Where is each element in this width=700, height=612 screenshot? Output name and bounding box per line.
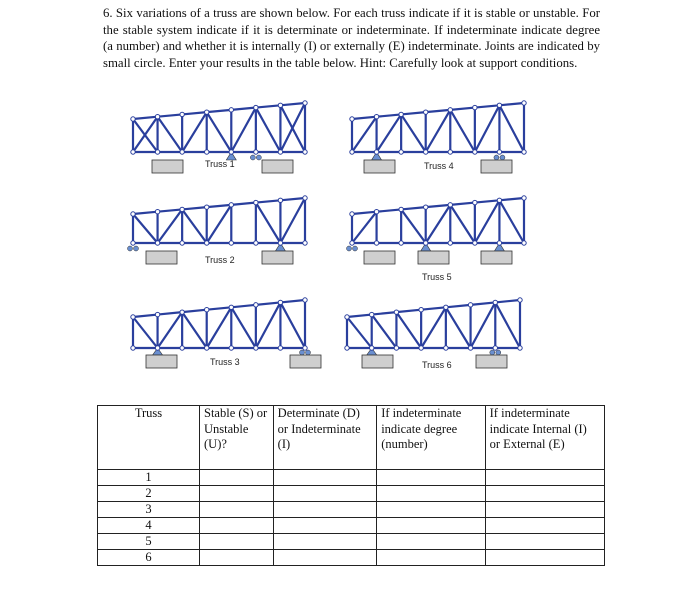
support-block [476, 355, 507, 368]
joint [131, 117, 135, 121]
truss-5-caption: Truss 5 [422, 272, 452, 282]
joint [370, 346, 374, 350]
diagonal-member [182, 209, 207, 243]
support-block [364, 251, 395, 264]
answer-cell[interactable] [377, 550, 485, 566]
joint [399, 207, 403, 211]
table-row [98, 502, 605, 518]
joint [350, 241, 354, 245]
joint [229, 241, 233, 245]
top-chord-member [133, 315, 158, 317]
roller-icon [347, 246, 352, 251]
diagonal-member [450, 110, 475, 152]
table-row [98, 534, 605, 550]
answer-cell[interactable] [485, 502, 604, 518]
diagonal-member [475, 200, 500, 243]
diagonal-member [182, 112, 207, 152]
diagonal-member [256, 302, 281, 348]
header-determinate: Determinate (D) or Indeterminate (I) [273, 406, 377, 470]
support-block [146, 251, 177, 264]
joint [205, 241, 209, 245]
diagonal-member [133, 317, 158, 348]
joint [424, 110, 428, 114]
answer-cell[interactable] [485, 534, 604, 550]
top-chord-member [182, 112, 207, 114]
joint [303, 101, 307, 105]
answer-cell[interactable] [273, 502, 377, 518]
truss-2-drawing [128, 196, 308, 264]
joint [155, 210, 159, 214]
roller-icon [250, 155, 255, 160]
top-chord-member [207, 205, 232, 207]
joint [278, 198, 282, 202]
problem-statement: 6. Six variations of a truss are shown below. For each truss indicate if it is stable or unstable. For the stable system indicate if it is determinate or indeterminate. If indeterminate indicate degree (a number) and whether it is internally (I) or externally (E) indeterminate. Joints are indicated by small circle. Enter your results in the table below. Hint: Carefully look at support conditions. [103, 6, 600, 70]
joint [131, 346, 135, 350]
answer-cell[interactable] [377, 486, 485, 502]
top-chord-member [256, 200, 281, 202]
answer-cell[interactable] [273, 486, 377, 502]
support-block [362, 355, 393, 368]
table-row [98, 518, 605, 534]
roller-icon [496, 350, 501, 355]
diagonal-member [475, 105, 500, 152]
truss-6-drawing [345, 298, 522, 368]
joint [468, 303, 472, 307]
joint [180, 207, 184, 211]
answer-cell[interactable] [377, 518, 485, 534]
top-chord-member [231, 305, 256, 307]
answer-cell[interactable] [485, 550, 604, 566]
answer-cell[interactable] [273, 534, 377, 550]
diagonal-member [450, 205, 475, 243]
joint [473, 105, 477, 109]
joint [278, 241, 282, 245]
truss-3-caption: Truss 3 [210, 357, 240, 367]
joint [278, 150, 282, 154]
joint [155, 346, 159, 350]
top-chord-member [133, 117, 158, 119]
top-chord-member [446, 305, 471, 307]
roller-icon [256, 155, 261, 160]
joint [370, 312, 374, 316]
joint [424, 150, 428, 154]
diagonal-member [280, 302, 305, 348]
joint [468, 346, 472, 350]
roller-icon [490, 350, 495, 355]
diagonal-member [421, 307, 446, 348]
header-stable: Stable (S) or Unstable (U)? [200, 406, 274, 470]
top-chord-member [377, 209, 402, 211]
joint [522, 101, 526, 105]
diagonal-member [207, 112, 232, 152]
joint [229, 150, 233, 154]
roller-icon [306, 350, 311, 355]
joint [303, 196, 307, 200]
joint [131, 315, 135, 319]
answer-cell[interactable] [377, 470, 485, 486]
diagonal-member [231, 307, 256, 348]
joint [278, 103, 282, 107]
top-chord-member [158, 114, 183, 116]
top-chord-member [450, 108, 475, 110]
row-number: 4 [98, 518, 200, 534]
top-chord-member [352, 212, 377, 214]
joint [278, 300, 282, 304]
diagonal-member [372, 315, 397, 348]
diagonal-member [158, 209, 183, 243]
truss-4-caption: Truss 4 [424, 161, 454, 171]
diagonal-member [396, 312, 421, 348]
diagonal-member [401, 209, 426, 243]
joint [155, 115, 159, 119]
joint [254, 303, 258, 307]
top-chord-member [182, 207, 207, 209]
roller-icon [134, 246, 139, 251]
support-block [481, 251, 512, 264]
truss-5-drawing [347, 196, 527, 264]
diagonal-member [352, 117, 377, 152]
table-row [98, 486, 605, 502]
top-chord-member [426, 110, 451, 112]
answer-cell[interactable] [200, 534, 274, 550]
diagonal-member [499, 105, 524, 152]
header-internal-external: If indeterminate indicate Internal (I) or External (E) [485, 406, 604, 470]
top-chord-member [231, 203, 256, 205]
diagonal-member [352, 212, 377, 243]
top-chord-member [280, 198, 305, 200]
row-number: 1 [98, 470, 200, 486]
support-block [262, 160, 293, 173]
joint [444, 346, 448, 350]
joint [131, 150, 135, 154]
truss-6-caption: Truss 6 [422, 360, 452, 370]
joint [180, 150, 184, 154]
joint [180, 112, 184, 116]
top-chord-member [475, 105, 500, 107]
roller-icon [128, 246, 133, 251]
support-block [152, 160, 183, 173]
top-chord-member [231, 108, 256, 110]
joint [229, 203, 233, 207]
diagonal-member [446, 307, 471, 348]
answer-cell[interactable] [200, 486, 274, 502]
diagonal-member [182, 312, 207, 348]
joint [155, 150, 159, 154]
row-number: 3 [98, 502, 200, 518]
joint [522, 241, 526, 245]
joint [448, 150, 452, 154]
joint [205, 150, 209, 154]
top-chord-member [133, 212, 158, 214]
answer-cell[interactable] [485, 486, 604, 502]
diagonal-member [256, 108, 281, 152]
joint [473, 200, 477, 204]
joint [374, 241, 378, 245]
support-block [481, 160, 512, 173]
support-block [262, 251, 293, 264]
joint [518, 346, 522, 350]
top-chord-member [256, 302, 281, 304]
joint [345, 315, 349, 319]
diagonal-member [499, 200, 524, 243]
top-chord-member [158, 209, 183, 211]
top-chord-member [280, 103, 305, 105]
top-chord-member [475, 200, 500, 202]
answer-cell[interactable] [485, 518, 604, 534]
joint [205, 110, 209, 114]
joint [374, 150, 378, 154]
table-row [98, 470, 605, 486]
answer-cell[interactable] [377, 502, 485, 518]
table-row [98, 550, 605, 566]
joint [448, 203, 452, 207]
joint [205, 205, 209, 209]
diagonal-member [280, 198, 305, 243]
roller-icon [494, 155, 499, 160]
joint [493, 300, 497, 304]
header-degree: If indeterminate indicate degree (number) [377, 406, 485, 470]
support-block [146, 355, 177, 368]
joint [254, 346, 258, 350]
joint [131, 212, 135, 216]
joint [522, 150, 526, 154]
diagonal-member [231, 108, 256, 152]
top-chord-member [280, 300, 305, 302]
joint [229, 305, 233, 309]
joint [448, 241, 452, 245]
diagonal-member [158, 117, 183, 152]
joint [278, 346, 282, 350]
joint [180, 346, 184, 350]
top-chord-member [377, 114, 402, 116]
answer-cell[interactable] [200, 550, 274, 566]
joint [155, 241, 159, 245]
joint [229, 108, 233, 112]
top-chord-member [256, 105, 281, 107]
diagonal-member [401, 114, 426, 152]
top-chord-member [182, 310, 207, 312]
joint [303, 346, 307, 350]
joint [205, 308, 209, 312]
joint [419, 308, 423, 312]
top-chord-member [396, 310, 421, 312]
joint [448, 108, 452, 112]
top-chord-member [471, 302, 496, 304]
header-truss: Truss [98, 406, 200, 470]
roller-icon [300, 350, 305, 355]
joint [229, 346, 233, 350]
top-chord-member [426, 205, 451, 207]
row-number: 5 [98, 534, 200, 550]
joint [345, 346, 349, 350]
joint [424, 241, 428, 245]
top-chord-member [158, 312, 183, 314]
joint [493, 346, 497, 350]
top-chord-member [421, 307, 446, 309]
truss-1-caption: Truss 1 [205, 159, 235, 169]
top-chord-member [495, 300, 520, 302]
top-chord-member [207, 307, 232, 309]
results-table [97, 405, 605, 566]
answer-cell[interactable] [273, 550, 377, 566]
joint [522, 196, 526, 200]
top-chord-member [401, 207, 426, 209]
top-chord-member [450, 203, 475, 205]
joint [473, 150, 477, 154]
joint [254, 200, 258, 204]
joint [180, 241, 184, 245]
diagonal-member [426, 205, 451, 243]
answer-cell[interactable] [377, 534, 485, 550]
joint [518, 298, 522, 302]
joint [424, 205, 428, 209]
row-number: 2 [98, 486, 200, 502]
joint [374, 210, 378, 214]
roller-icon [353, 246, 358, 251]
top-chord-member [352, 117, 377, 119]
row-number: 6 [98, 550, 200, 566]
joint [399, 150, 403, 154]
joint [350, 150, 354, 154]
diagonal-member [495, 302, 520, 348]
joint [303, 241, 307, 245]
top-chord-member [499, 103, 524, 105]
support-block [364, 160, 395, 173]
joint [180, 310, 184, 314]
joint [350, 212, 354, 216]
diagonal-member [207, 205, 232, 243]
joint [497, 241, 501, 245]
joint [131, 241, 135, 245]
joint [374, 115, 378, 119]
joint [497, 150, 501, 154]
joint [399, 241, 403, 245]
diagonal-member [347, 317, 372, 348]
truss-2-caption: Truss 2 [205, 255, 235, 265]
top-chord-member [207, 110, 232, 112]
support-block [290, 355, 321, 368]
top-chord-member [347, 315, 372, 317]
joint [254, 105, 258, 109]
joint [303, 298, 307, 302]
joint [303, 150, 307, 154]
diagonal-member [133, 214, 158, 243]
joint [155, 312, 159, 316]
joint [394, 346, 398, 350]
joint [419, 346, 423, 350]
joint [394, 310, 398, 314]
joint [399, 112, 403, 116]
diagonal-member [256, 203, 281, 243]
joint [254, 150, 258, 154]
top-chord-member [372, 312, 397, 314]
joint [444, 305, 448, 309]
joint [350, 117, 354, 121]
diagonal-member [207, 307, 232, 348]
answer-cell[interactable] [200, 470, 274, 486]
top-chord-member [499, 198, 524, 200]
joint [473, 241, 477, 245]
diagonal-member [158, 312, 183, 348]
answer-cell[interactable] [273, 470, 377, 486]
top-chord-member [401, 112, 426, 114]
answer-cell[interactable] [200, 502, 274, 518]
answer-cell[interactable] [485, 470, 604, 486]
joint [497, 103, 501, 107]
joint [497, 198, 501, 202]
diagonal-member [426, 110, 451, 152]
joint [254, 241, 258, 245]
diagonal-member [471, 302, 496, 348]
joint [205, 346, 209, 350]
answer-cell[interactable] [200, 518, 274, 534]
answer-cell[interactable] [273, 518, 377, 534]
diagonal-member [377, 114, 402, 152]
support-block [418, 251, 449, 264]
roller-icon [500, 155, 505, 160]
